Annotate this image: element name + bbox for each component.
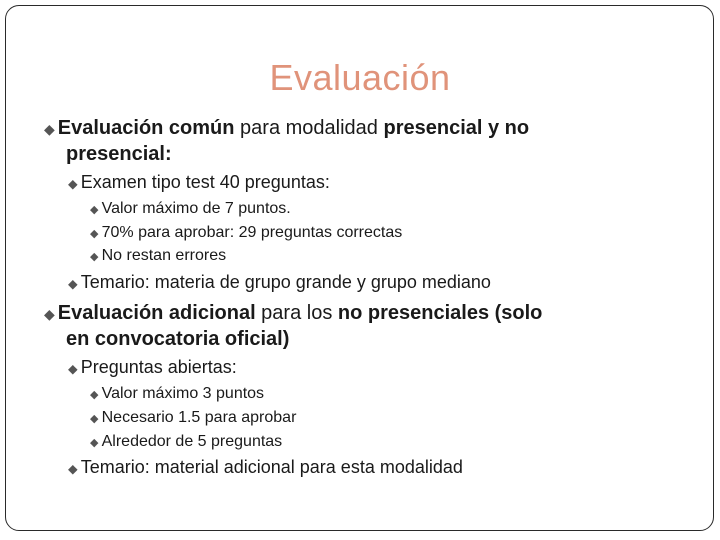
list-item xyxy=(90,433,282,451)
list-item-label: Valor máximo de 7 puntos. xyxy=(101,200,291,217)
list-item-label: Valor máximo 3 puntos xyxy=(101,385,265,402)
list-item-label: Alrededor de 5 preguntas xyxy=(101,433,283,450)
section-1-heading-cont: presencial: xyxy=(66,143,172,165)
bullet-icon: ◆ xyxy=(68,177,78,191)
bullet-icon: ◆ xyxy=(90,204,99,216)
bullet-icon: ◆ xyxy=(68,362,78,376)
section-2-sub-2 xyxy=(68,457,463,478)
section-1-heading-text: para modalidad xyxy=(234,117,384,139)
section-2-sub-1 xyxy=(68,357,237,378)
sub-item-label: Temario: materia de grupo grande y grupo mediano xyxy=(80,272,491,292)
sub-item-label: Temario: material adicional para esta modalidad xyxy=(80,457,463,477)
list-item xyxy=(90,409,296,427)
bullet-icon: ◆ xyxy=(68,462,78,476)
bullet-icon: ◆ xyxy=(90,389,99,401)
list-item-label: 70% para aprobar: 29 preguntas correctas xyxy=(101,224,403,241)
list-item xyxy=(90,224,402,242)
bullet-icon: ◆ xyxy=(44,121,55,137)
sub-item-label: Preguntas abiertas: xyxy=(80,357,237,377)
section-2-heading-cont: en convocatoria oficial) xyxy=(66,328,290,350)
section-2-heading-bold-2: no presenciales (solo xyxy=(337,302,543,324)
bullet-icon: ◆ xyxy=(90,228,99,240)
section-1-heading-bold: Evaluación común xyxy=(57,117,235,139)
bullet-icon: ◆ xyxy=(68,277,78,291)
slide-title: Evaluación xyxy=(269,57,451,98)
section-2-heading-bold: Evaluación adicional xyxy=(57,302,256,324)
section-1-sub-2 xyxy=(68,272,491,293)
sub-item-label: Examen tipo test 40 preguntas: xyxy=(80,172,330,192)
list-item xyxy=(90,385,264,403)
section-1-sub-1 xyxy=(68,172,330,193)
section-2-heading-text: para los xyxy=(255,302,338,324)
bullet-icon: ◆ xyxy=(90,437,99,449)
list-item xyxy=(90,200,291,218)
bullet-icon: ◆ xyxy=(90,251,99,263)
list-item xyxy=(90,247,226,265)
section-2-heading xyxy=(44,302,542,325)
list-item-label: Necesario 1.5 para aprobar xyxy=(101,409,297,426)
list-item-label: No restan errores xyxy=(101,247,227,264)
bullet-icon: ◆ xyxy=(44,306,55,322)
bullet-icon: ◆ xyxy=(90,413,99,425)
section-1-heading xyxy=(44,117,529,140)
section-1-heading-bold-2: presencial y no xyxy=(383,117,530,139)
